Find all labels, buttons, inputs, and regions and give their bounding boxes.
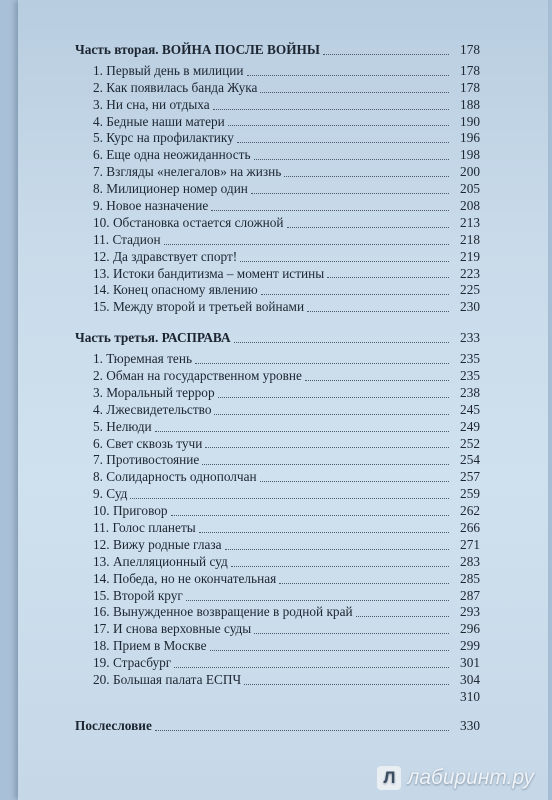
part-heading (75, 330, 480, 347)
page-number: 219 (460, 248, 480, 264)
entry-title: 12. Вижу родные глаза (93, 536, 222, 552)
entry-title: 3. Ни сна, ни отдыха (93, 96, 210, 112)
toc-entry (75, 215, 480, 232)
entry-title: 7. Противостояние (93, 452, 200, 468)
dot-leader (228, 125, 449, 126)
dot-leader (234, 342, 449, 343)
page-number: 271 (460, 536, 480, 552)
toc-entry (75, 402, 480, 419)
toc-entry (75, 605, 480, 622)
page-number: 252 (460, 435, 480, 451)
entry-title: 17. И снова верховные суды (93, 621, 252, 637)
page-number: 213 (460, 214, 480, 230)
toc-entry (75, 351, 480, 368)
toc-entry (75, 571, 480, 588)
toc-entry (75, 130, 480, 147)
page-number: 296 (460, 621, 480, 637)
toc-entry (75, 621, 480, 638)
toc-entry (75, 114, 480, 131)
toc-entry (75, 588, 480, 605)
page-number: 285 (460, 570, 480, 586)
dot-leader (211, 210, 449, 211)
page-number: 233 (460, 330, 480, 346)
toc-entry (75, 198, 480, 215)
toc-entry (75, 266, 480, 283)
labirint-logo-icon: Л (377, 766, 401, 790)
page-number: 304 (460, 672, 480, 688)
dot-leader (260, 481, 449, 482)
page-number: 287 (460, 587, 480, 603)
watermark-text: лабиринт.ру (407, 766, 534, 789)
page-number: 218 (460, 231, 480, 247)
dot-leader (130, 498, 449, 499)
page-number: 254 (460, 452, 480, 468)
toc-entry (75, 232, 480, 249)
dot-leader (186, 600, 449, 601)
page-number: 188 (460, 96, 480, 112)
page-number: 293 (460, 604, 480, 620)
page-number: 330 (460, 717, 480, 733)
dot-leader (155, 730, 449, 731)
part-title: Часть вторая. ВОЙНА ПОСЛЕ ВОЙНЫ (75, 41, 320, 57)
entry-title: 8. Солидарность однополчан (93, 469, 257, 485)
entry-title: 16. Вынужденное возвращение в родной край (93, 604, 353, 620)
page-number: 235 (460, 368, 480, 384)
page-number: 235 (460, 351, 480, 367)
dot-leader (199, 532, 449, 533)
entry-title: 9. Суд (93, 486, 128, 502)
toc-entry (75, 520, 480, 537)
page-number: 262 (460, 503, 480, 519)
toc-entry (75, 655, 480, 672)
dot-leader (237, 142, 449, 143)
entry-title: 4. Лжесвидетельство (93, 401, 212, 417)
dot-leader (155, 431, 449, 432)
entry-title: 10. Обстановка остается сложной (93, 214, 284, 230)
dot-leader (214, 414, 449, 415)
toc-entry (75, 299, 480, 316)
page-number: 310 (460, 688, 480, 704)
page-number: 230 (460, 299, 480, 315)
part-heading (75, 42, 480, 59)
page-number: 283 (460, 553, 480, 569)
toc-entry (75, 436, 480, 453)
toc-entry (75, 554, 480, 571)
page-number: 238 (460, 384, 480, 400)
toc-entry (75, 181, 480, 198)
dot-leader (218, 397, 449, 398)
toc-entry (75, 503, 480, 520)
toc-entry (75, 486, 480, 503)
toc-entry (75, 689, 480, 706)
part-title: Часть третья. РАСПРАВА (75, 330, 231, 346)
page-number: 178 (460, 62, 480, 78)
dot-leader (305, 380, 449, 381)
dot-leader (205, 447, 449, 448)
entry-title: 13. Истоки бандитизма – момент истины (93, 265, 325, 281)
table-of-contents (75, 42, 480, 735)
toc-entry (75, 147, 480, 164)
entry-title: 10. Приговор (93, 503, 168, 519)
dot-leader (202, 464, 449, 465)
entry-title: 19. Страсбург (93, 655, 172, 671)
toc-entry (75, 249, 480, 266)
dot-leader (356, 616, 449, 617)
page-number: 266 (460, 520, 480, 536)
page-number: 196 (460, 130, 480, 146)
toc-entry (75, 80, 480, 97)
toc-entry (75, 164, 480, 181)
dot-leader (247, 75, 449, 76)
toc-entry (75, 63, 480, 80)
page-number: 301 (460, 655, 480, 671)
page-number: 259 (460, 486, 480, 502)
entry-title: 13. Апелляционный суд (93, 553, 228, 569)
entry-title: 14. Конец опасному явлению (93, 282, 258, 298)
page-number: 257 (460, 469, 480, 485)
toc-entry (75, 638, 480, 655)
dot-leader (254, 159, 449, 160)
page-number: 198 (460, 147, 480, 163)
dot-leader (251, 193, 449, 194)
page-number: 178 (460, 41, 480, 57)
entry-title: 11. Стадион (93, 231, 161, 247)
page-number: 205 (460, 181, 480, 197)
page-number: 208 (460, 198, 480, 213)
entry-title: 8. Милиционер номер один (93, 181, 248, 197)
book-page (18, 0, 548, 800)
entry-title: 2. Обман на государственном уровне (93, 368, 302, 384)
dot-leader (284, 176, 449, 177)
entry-title: 1. Тюремная тень (93, 351, 193, 367)
entry-title: 15. Второй круг (93, 587, 183, 603)
toc-entry (75, 452, 480, 469)
entry-title: 5. Курс на профилактику (93, 130, 234, 146)
toc-entry (75, 672, 480, 689)
page-number: 190 (460, 113, 480, 129)
entry-title: 3. Моральный террор (93, 384, 215, 400)
toc-entry (75, 97, 480, 114)
entry-title: 15. Между второй и третьей войнами (93, 299, 305, 315)
entry-title: 20. Большая палата ЕСПЧ (93, 672, 242, 688)
entry-title: 6. Еще одна неожиданность (93, 147, 251, 163)
afterword-entry (75, 718, 480, 735)
entry-title: 5. Нелюди (93, 418, 152, 434)
entry-title: 14. Победа, но не окончательная (93, 570, 277, 586)
dot-leader (231, 566, 449, 567)
page-number: 225 (460, 282, 480, 298)
toc-entry (75, 282, 480, 299)
entry-title: 1. Первый день в милиции (93, 62, 244, 78)
dot-leader (213, 109, 449, 110)
toc-entry (75, 385, 480, 402)
entry-title: 12. Да здравствует спорт! (93, 248, 238, 264)
site-watermark (377, 766, 534, 790)
page-number: 249 (460, 418, 480, 434)
entry-title: 11. Голос планеты (93, 520, 196, 536)
dot-leader (174, 667, 449, 668)
page-number: 178 (460, 79, 480, 95)
afterword-title: Послесловие (75, 717, 152, 733)
entry-title: 4. Бедные наши матери (93, 113, 225, 129)
toc-entry (75, 469, 480, 486)
page-number: 200 (460, 164, 480, 180)
dot-leader (261, 294, 449, 295)
entry-title: 18. Прием в Москве (93, 638, 207, 654)
dot-leader (210, 650, 450, 651)
toc-entry (75, 537, 480, 554)
dot-leader (254, 633, 449, 634)
dot-leader (240, 261, 449, 262)
dot-leader (171, 515, 449, 516)
dot-leader (327, 277, 449, 278)
toc-entry (75, 419, 480, 436)
dot-leader (244, 684, 449, 685)
dot-leader (260, 92, 449, 93)
page-number: 245 (460, 401, 480, 417)
page-number: 299 (460, 638, 480, 654)
dot-leader (323, 54, 449, 55)
entry-title: 7. Взгляды «нелегалов» на жизнь (93, 164, 282, 180)
entry-title: 2. Как появилась банда Жука (93, 79, 258, 95)
dot-leader (195, 363, 449, 364)
entry-title: 9. Новое назначение (93, 198, 209, 213)
entry-title: 6. Свет сквозь тучи (93, 435, 203, 451)
dot-leader (279, 583, 449, 584)
dot-leader (225, 549, 449, 550)
dot-leader (307, 311, 449, 312)
page-number: 223 (460, 265, 480, 281)
toc-entry (75, 368, 480, 385)
dot-leader (287, 227, 449, 228)
dot-leader (164, 244, 449, 245)
